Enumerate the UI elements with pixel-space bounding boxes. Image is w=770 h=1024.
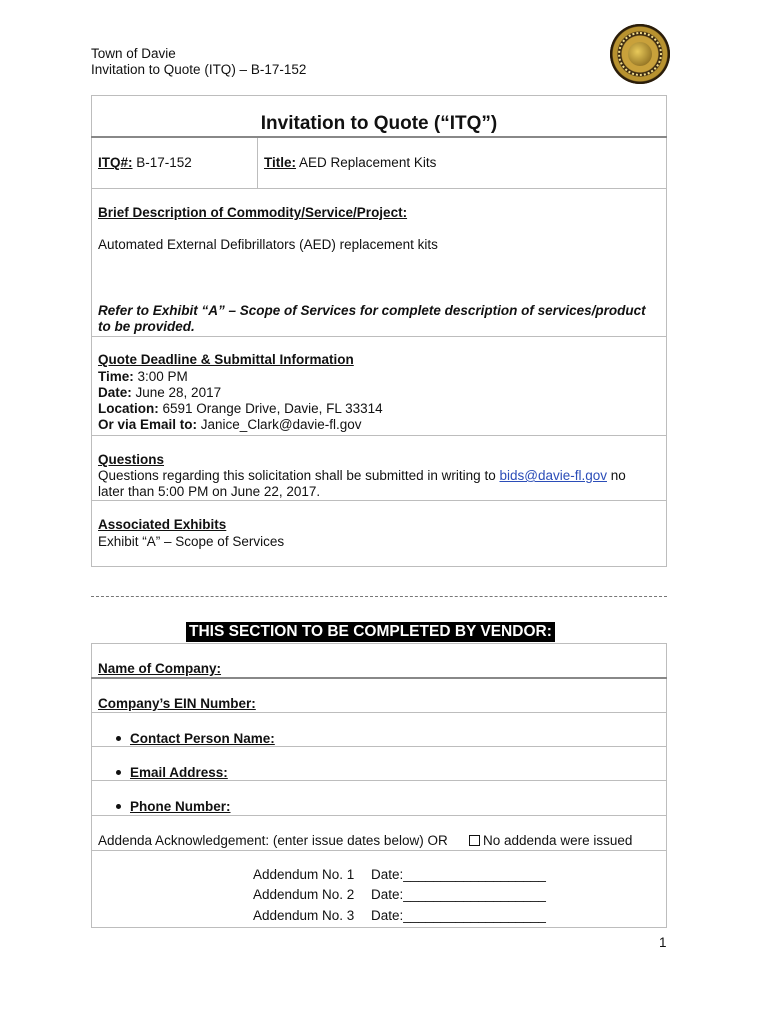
phone-number-label: Phone Number:	[130, 799, 231, 814]
title-value: AED Replacement Kits	[296, 155, 437, 170]
vendor-section-title: THIS SECTION TO BE COMPLETED BY VENDOR:	[186, 622, 555, 642]
column-divider	[257, 138, 258, 188]
addenda-acknowledgement: Addenda Acknowledgement: (enter issue dates below) OR	[98, 833, 448, 848]
title-label: Title:	[264, 155, 297, 170]
addendum-3-date-field[interactable]: Date:___________________	[371, 908, 546, 923]
town-seal-icon	[610, 24, 670, 84]
deadline-email: Or via Email to: Janice_Clark@davie-fl.gov	[98, 417, 362, 432]
company-name-label: Name of Company:	[98, 661, 222, 676]
contact-person-label: Contact Person Name:	[130, 731, 275, 746]
document-header	[91, 46, 306, 78]
no-addenda-checkbox[interactable]	[469, 835, 480, 846]
row-rule	[91, 188, 667, 189]
bullet-icon	[116, 770, 121, 775]
ein-field[interactable]	[91, 712, 667, 713]
refer-exhibit-line2: to be provided.	[98, 319, 195, 334]
row-rule	[91, 336, 667, 337]
email-address-label: Email Address:	[130, 765, 228, 780]
refer-exhibit-line1: Refer to Exhibit “A” – Scope of Services for complete description of services/product	[98, 303, 646, 318]
doc-reference: Invitation to Quote (ITQ) – B-17-152	[91, 62, 307, 77]
company-name-field[interactable]	[91, 677, 667, 679]
bullet-icon	[116, 736, 121, 741]
ein-label: Company’s EIN Number:	[98, 696, 256, 711]
page-number: 1	[659, 935, 667, 950]
exhibits-text: Exhibit “A” – Scope of Services	[98, 534, 285, 549]
exhibits-heading: Associated Exhibits	[98, 517, 227, 532]
addendum-2-label: Addendum No. 2	[253, 887, 355, 902]
no-addenda-label: No addenda were issued	[483, 833, 633, 848]
addendum-3-label: Addendum No. 3	[253, 908, 355, 923]
deadline-time: Time: 3:00 PM	[98, 369, 188, 384]
itq-value: B-17-152	[132, 155, 192, 170]
row-rule	[91, 435, 667, 436]
brief-description-label: Brief Description of Commodity/Service/Project:	[98, 205, 408, 220]
row-rule	[91, 500, 667, 501]
vendor-info-box	[91, 643, 667, 928]
email-address-field[interactable]	[91, 780, 667, 781]
deadline-heading: Quote Deadline & Submittal Information	[98, 352, 354, 367]
row-rule	[91, 850, 667, 851]
addendum-2-date-field[interactable]: Date:___________________	[371, 887, 546, 902]
bids-email-link[interactable]: bids@davie-fl.gov	[499, 468, 607, 483]
deadline-date: Date: June 28, 2017	[98, 385, 222, 400]
itq-title	[264, 155, 436, 171]
org-name: Town of Davie	[91, 46, 176, 61]
itq-number	[98, 155, 192, 171]
phone-number-field[interactable]	[91, 815, 667, 816]
itq-label: ITQ#:	[98, 155, 133, 170]
addendum-1-label: Addendum No. 1	[253, 867, 355, 882]
questions-heading: Questions	[98, 452, 165, 467]
addendum-1-date-field[interactable]: Date:___________________	[371, 867, 546, 882]
questions-text: Questions regarding this solicitation shall be submitted in writing to bids@davie-fl.gov no	[98, 468, 626, 483]
deadline-location: Location: 6591 Orange Drive, Davie, FL 33314	[98, 401, 383, 416]
form-title: Invitation to Quote (“ITQ”)	[260, 113, 498, 134]
title-rule	[91, 136, 667, 138]
bullet-icon	[116, 804, 121, 809]
brief-description-text: Automated External Defibrillators (AED) replacement kits	[98, 237, 438, 252]
contact-person-field[interactable]	[91, 746, 667, 747]
section-separator	[91, 596, 667, 597]
questions-deadline: later than 5:00 PM on June 22, 2017.	[98, 484, 321, 499]
